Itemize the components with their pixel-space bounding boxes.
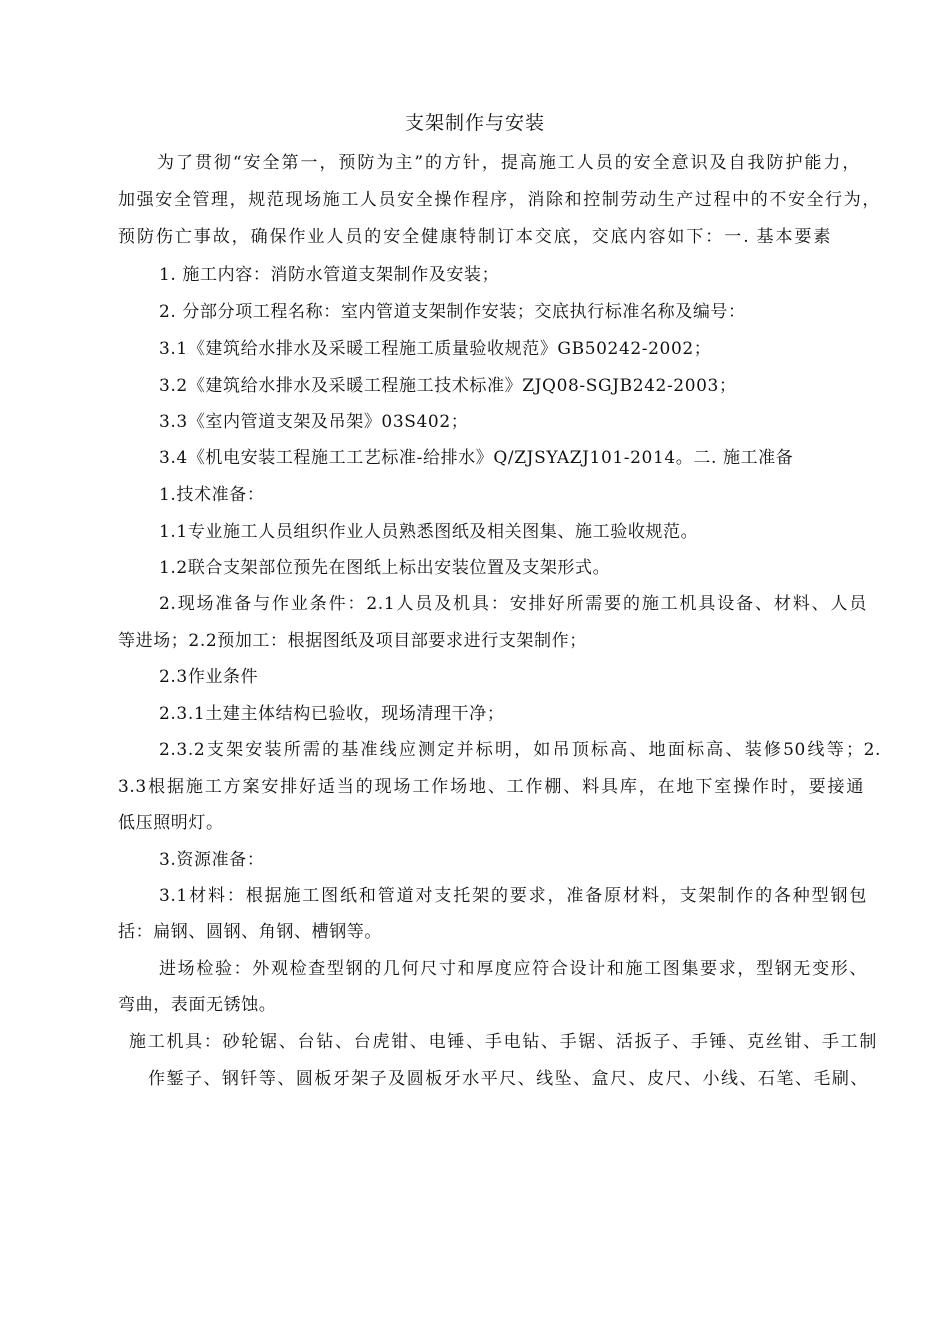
body-line: 施工机具：砂轮锯、台钻、台虎钳、电锤、手电钻、手锯、活扳子、手锤、克丝钳、手工制 xyxy=(129,1032,877,1052)
body-line: 2.现场准备与作业条件：2.1人员及机具：安排好所需要的施工机具设备、材料、人员 xyxy=(159,594,867,614)
body-line: 2. 分部分项工程名称：室内管道支架制作安装；交底执行标准名称及编号： xyxy=(159,302,746,322)
body-line: 弯曲，表面无锈蚀。 xyxy=(118,995,277,1015)
body-line: 2.3.2支架安装所需的基准线应测定并标明，如吊顶标高、地面标高、装修50线等；2. xyxy=(159,740,881,760)
document-title: 支架制作与安装 xyxy=(404,112,545,134)
body-line: 为了贯彻“安全第一，预防为主”的方针，提高施工人员的安全意识及自我防护能力， xyxy=(157,153,860,173)
body-line: 1. 施工内容：消防水管道支架制作及安装； xyxy=(159,265,500,285)
body-line: 低压照明灯。 xyxy=(118,813,224,833)
body-line: 进场检验：外观检查型钢的几何尺寸和厚度应符合设计和施工图集要求，型钢无变形、 xyxy=(159,959,867,979)
body-line: 3.4《机电安装工程施工工艺标准-给排水》Q/ZJSYAZJ101-2014。二. 施工准备 xyxy=(159,448,794,468)
body-line: 3.3根据施工方案安排好适当的现场工作场地、工作棚、料具库，在地下室操作时，要接通 xyxy=(118,777,864,797)
body-line: 2.3作业条件 xyxy=(159,667,259,687)
body-line: 1.技术准备： xyxy=(159,485,265,505)
body-line: 作錾子、钢钎等、圆板牙架子及圆板牙水平尺、线坠、盒尺、皮尺、小线、石笔、毛刷、 xyxy=(148,1069,868,1089)
body-line: 等进场；2.2预加工：根据图纸及项目部要求进行支架制作； xyxy=(118,631,587,651)
body-line: 3.2《建筑给水排水及采暖工程施工技术标准》ZJQ08-SGJB242-2003； xyxy=(159,376,737,396)
body-line: 1.1专业施工人员组织作业人员熟悉图纸及相关图集、施工验收规范。 xyxy=(159,522,699,542)
body-line: 加强安全管理，规范现场施工人员安全操作程序，消除和控制劳动生产过程中的不安全行为， xyxy=(118,190,880,210)
body-line: 3.资源准备： xyxy=(159,850,265,870)
body-line: 3.1材料：根据施工图纸和管道对支托架的要求，准备原材料，支架制作的各种型钢包 xyxy=(159,886,867,906)
body-line: 2.3.1土建主体结构已验收，现场清理干净； xyxy=(159,704,505,724)
body-line: 预防伤亡事故，确保作业人员的安全健康特制订本交底，交底内容如下：一. 基本要素 xyxy=(118,227,831,247)
body-line: 3.1《建筑给水排水及采暖工程施工质量验收规范》GB50242-2002； xyxy=(159,339,712,359)
body-line: 3.3《室内管道支架及吊架》03S402； xyxy=(159,412,469,432)
body-line: 括：扁钢、圆钢、角钢、槽钢等。 xyxy=(118,922,382,942)
body-line: 1.2联合支架部位预先在图纸上标出安装位置及支架形式。 xyxy=(159,558,611,578)
